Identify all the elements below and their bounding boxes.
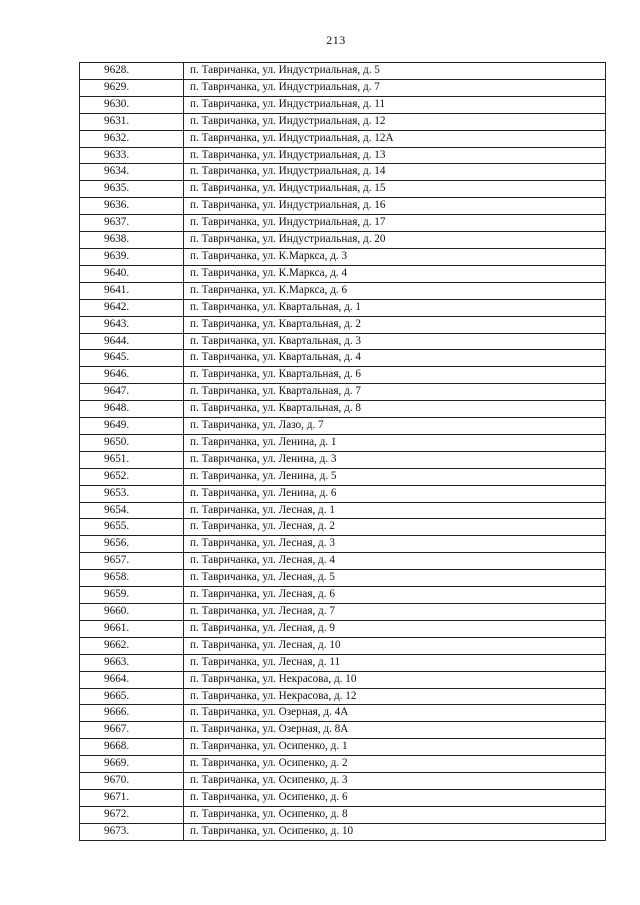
table-row <box>80 434 606 451</box>
row-number: 9670. <box>80 773 184 790</box>
table-row <box>80 350 606 367</box>
row-number: 9636. <box>80 198 184 215</box>
row-number: 9646. <box>80 367 184 384</box>
row-address: п. Тавричанка, ул. Осипенко, д. 8 <box>184 806 606 823</box>
row-number: 9634. <box>80 164 184 181</box>
row-address: п. Тавричанка, ул. Лесная, д. 7 <box>184 604 606 621</box>
row-address: п. Тавричанка, ул. Индустриальная, д. 16 <box>184 198 606 215</box>
row-number: 9644. <box>80 333 184 350</box>
row-address: п. Тавричанка, ул. Индустриальная, д. 17 <box>184 215 606 232</box>
row-address: п. Тавричанка, ул. Лесная, д. 2 <box>184 519 606 536</box>
row-number: 9672. <box>80 806 184 823</box>
row-number: 9658. <box>80 570 184 587</box>
row-address: п. Тавричанка, ул. Квартальная, д. 8 <box>184 401 606 418</box>
row-address: п. Тавричанка, ул. Квартальная, д. 4 <box>184 350 606 367</box>
row-number: 9664. <box>80 671 184 688</box>
row-number: 9669. <box>80 756 184 773</box>
row-address: п. Тавричанка, ул. К.Маркса, д. 6 <box>184 282 606 299</box>
row-number: 9632. <box>80 130 184 147</box>
table-row <box>80 181 606 198</box>
row-address: п. Тавричанка, ул. Индустриальная, д. 5 <box>184 63 606 80</box>
table-row <box>80 756 606 773</box>
row-number: 9652. <box>80 468 184 485</box>
table-row <box>80 299 606 316</box>
row-address: п. Тавричанка, ул. Ленина, д. 1 <box>184 434 606 451</box>
row-address: п. Тавричанка, ул. Озерная, д. 8А <box>184 722 606 739</box>
row-number: 9666. <box>80 705 184 722</box>
table-row <box>80 401 606 418</box>
table-row <box>80 722 606 739</box>
table-row <box>80 519 606 536</box>
row-address: п. Тавричанка, ул. Лесная, д. 9 <box>184 620 606 637</box>
row-address: п. Тавричанка, ул. Ленина, д. 5 <box>184 468 606 485</box>
row-address: п. Тавричанка, ул. Индустриальная, д. 20 <box>184 232 606 249</box>
row-number: 9643. <box>80 316 184 333</box>
row-address: п. Тавричанка, ул. Индустриальная, д. 14 <box>184 164 606 181</box>
row-address: п. Тавричанка, ул. Лесная, д. 1 <box>184 502 606 519</box>
row-address: п. Тавричанка, ул. Лесная, д. 11 <box>184 654 606 671</box>
row-address: п. Тавричанка, ул. Индустриальная, д. 15 <box>184 181 606 198</box>
row-number: 9660. <box>80 604 184 621</box>
table-row <box>80 620 606 637</box>
row-address: п. Тавричанка, ул. Индустриальная, д. 7 <box>184 79 606 96</box>
row-address: п. Тавричанка, ул. Индустриальная, д. 13 <box>184 147 606 164</box>
table-row <box>80 367 606 384</box>
table-row <box>80 688 606 705</box>
row-number: 9633. <box>80 147 184 164</box>
row-number: 9649. <box>80 418 184 435</box>
table-row <box>80 637 606 654</box>
table-row <box>80 502 606 519</box>
row-address: п. Тавричанка, ул. К.Маркса, д. 3 <box>184 248 606 265</box>
row-number: 9656. <box>80 536 184 553</box>
table-row <box>80 553 606 570</box>
page-number: 213 <box>326 33 346 47</box>
row-address: п. Тавричанка, ул. К.Маркса, д. 4 <box>184 265 606 282</box>
table-row <box>80 333 606 350</box>
row-address: п. Тавричанка, ул. Осипенко, д. 10 <box>184 823 606 840</box>
row-number: 9663. <box>80 654 184 671</box>
table-row <box>80 215 606 232</box>
row-address: п. Тавричанка, ул. Осипенко, д. 1 <box>184 739 606 756</box>
row-address: п. Тавричанка, ул. Лесная, д. 10 <box>184 637 606 654</box>
table-row <box>80 485 606 502</box>
table-row <box>80 418 606 435</box>
row-address: п. Тавричанка, ул. Индустриальная, д. 11 <box>184 96 606 113</box>
address-table-body <box>80 63 606 841</box>
table-row <box>80 265 606 282</box>
row-number: 9630. <box>80 96 184 113</box>
table-row <box>80 468 606 485</box>
table-row <box>80 823 606 840</box>
row-address: п. Тавричанка, ул. Лесная, д. 3 <box>184 536 606 553</box>
row-number: 9673. <box>80 823 184 840</box>
row-number: 9653. <box>80 485 184 502</box>
row-number: 9662. <box>80 637 184 654</box>
row-address: п. Тавричанка, ул. Квартальная, д. 6 <box>184 367 606 384</box>
row-address: п. Тавричанка, ул. Лесная, д. 6 <box>184 587 606 604</box>
row-number: 9665. <box>80 688 184 705</box>
row-number: 9645. <box>80 350 184 367</box>
row-number: 9641. <box>80 282 184 299</box>
row-number: 9668. <box>80 739 184 756</box>
row-address: п. Тавричанка, ул. Осипенко, д. 2 <box>184 756 606 773</box>
row-number: 9667. <box>80 722 184 739</box>
table-row <box>80 198 606 215</box>
table-row <box>80 96 606 113</box>
row-address: п. Тавричанка, ул. Квартальная, д. 1 <box>184 299 606 316</box>
row-address: п. Тавричанка, ул. Ленина, д. 6 <box>184 485 606 502</box>
row-number: 9635. <box>80 181 184 198</box>
table-row <box>80 232 606 249</box>
table-row <box>80 130 606 147</box>
table-row <box>80 789 606 806</box>
row-address: п. Тавричанка, ул. Осипенко, д. 6 <box>184 789 606 806</box>
table-row <box>80 147 606 164</box>
row-address: п. Тавричанка, ул. Индустриальная, д. 12А <box>184 130 606 147</box>
table-row <box>80 604 606 621</box>
row-number: 9654. <box>80 502 184 519</box>
table-row <box>80 806 606 823</box>
row-number: 9631. <box>80 113 184 130</box>
row-number: 9659. <box>80 587 184 604</box>
row-number: 9650. <box>80 434 184 451</box>
address-table <box>79 62 606 841</box>
row-number: 9629. <box>80 79 184 96</box>
table-row <box>80 654 606 671</box>
row-address: п. Тавричанка, ул. Некрасова, д. 10 <box>184 671 606 688</box>
table-row <box>80 739 606 756</box>
row-address: п. Тавричанка, ул. Некрасова, д. 12 <box>184 688 606 705</box>
row-number: 9651. <box>80 451 184 468</box>
row-number: 9671. <box>80 789 184 806</box>
table-row <box>80 248 606 265</box>
row-number: 9648. <box>80 401 184 418</box>
row-number: 9637. <box>80 215 184 232</box>
row-address: п. Тавричанка, ул. Ленина, д. 3 <box>184 451 606 468</box>
row-number: 9661. <box>80 620 184 637</box>
table-row <box>80 316 606 333</box>
row-number: 9628. <box>80 63 184 80</box>
row-address: п. Тавричанка, ул. Озерная, д. 4А <box>184 705 606 722</box>
row-number: 9638. <box>80 232 184 249</box>
row-number: 9639. <box>80 248 184 265</box>
table-row <box>80 570 606 587</box>
table-row <box>80 282 606 299</box>
row-address: п. Тавричанка, ул. Лазо, д. 7 <box>184 418 606 435</box>
table-row <box>80 536 606 553</box>
row-address: п. Тавричанка, ул. Индустриальная, д. 12 <box>184 113 606 130</box>
row-number: 9647. <box>80 384 184 401</box>
row-number: 9657. <box>80 553 184 570</box>
table-row <box>80 113 606 130</box>
table-row <box>80 63 606 80</box>
table-row <box>80 587 606 604</box>
table-row <box>80 773 606 790</box>
table-row <box>80 671 606 688</box>
row-address: п. Тавричанка, ул. Квартальная, д. 3 <box>184 333 606 350</box>
table-row <box>80 384 606 401</box>
table-row <box>80 79 606 96</box>
row-number: 9642. <box>80 299 184 316</box>
row-address: п. Тавричанка, ул. Лесная, д. 5 <box>184 570 606 587</box>
row-address: п. Тавричанка, ул. Осипенко, д. 3 <box>184 773 606 790</box>
row-number: 9655. <box>80 519 184 536</box>
row-address: п. Тавричанка, ул. Лесная, д. 4 <box>184 553 606 570</box>
row-address: п. Тавричанка, ул. Квартальная, д. 7 <box>184 384 606 401</box>
row-address: п. Тавричанка, ул. Квартальная, д. 2 <box>184 316 606 333</box>
table-row <box>80 705 606 722</box>
row-number: 9640. <box>80 265 184 282</box>
table-row <box>80 164 606 181</box>
table-row <box>80 451 606 468</box>
